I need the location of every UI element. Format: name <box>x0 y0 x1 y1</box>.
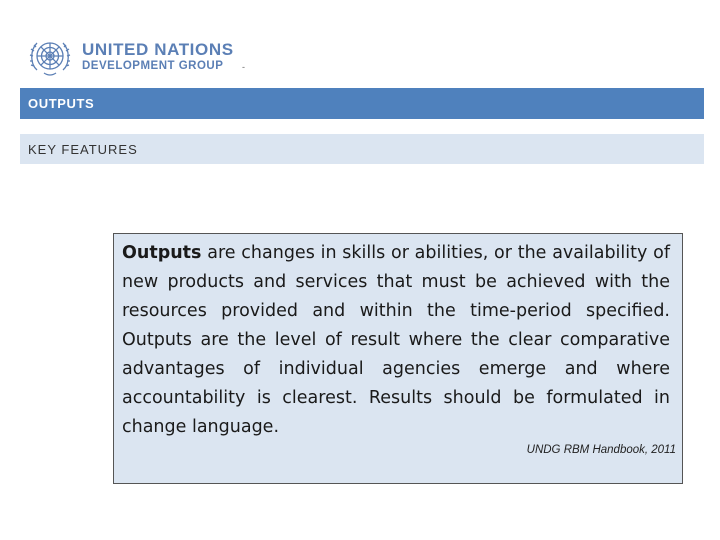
definition-lead-term: Outputs <box>122 243 202 263</box>
logo-dash: - <box>242 62 245 72</box>
un-emblem-icon <box>28 36 72 78</box>
logo-wordmark <box>82 41 234 73</box>
logo-line-united-nations: UNITED NATIONS <box>82 40 234 60</box>
key-features-band <box>20 134 704 164</box>
quote-citation: UNDG RBM Handbook, 2011 <box>526 444 676 456</box>
definition-text <box>122 239 670 442</box>
definition-body: are changes in skills or abilities, or the availability of new products and services that must be achieved with the resources provided and within the time-period specified. Outputs are the level of result where the clear comparative advantages of individual agencies emerge and where accountability is clearest. Results should be formulated in change language. <box>122 243 670 437</box>
logo-line-development-group: DEVELOPMENT GROUP <box>82 60 224 73</box>
outputs-title: OUTPUTS <box>28 96 95 111</box>
outputs-header-band <box>20 88 704 119</box>
key-features-title: KEY FEATURES <box>28 141 138 157</box>
undg-logo <box>28 36 234 78</box>
definition-quote-box <box>113 233 683 484</box>
